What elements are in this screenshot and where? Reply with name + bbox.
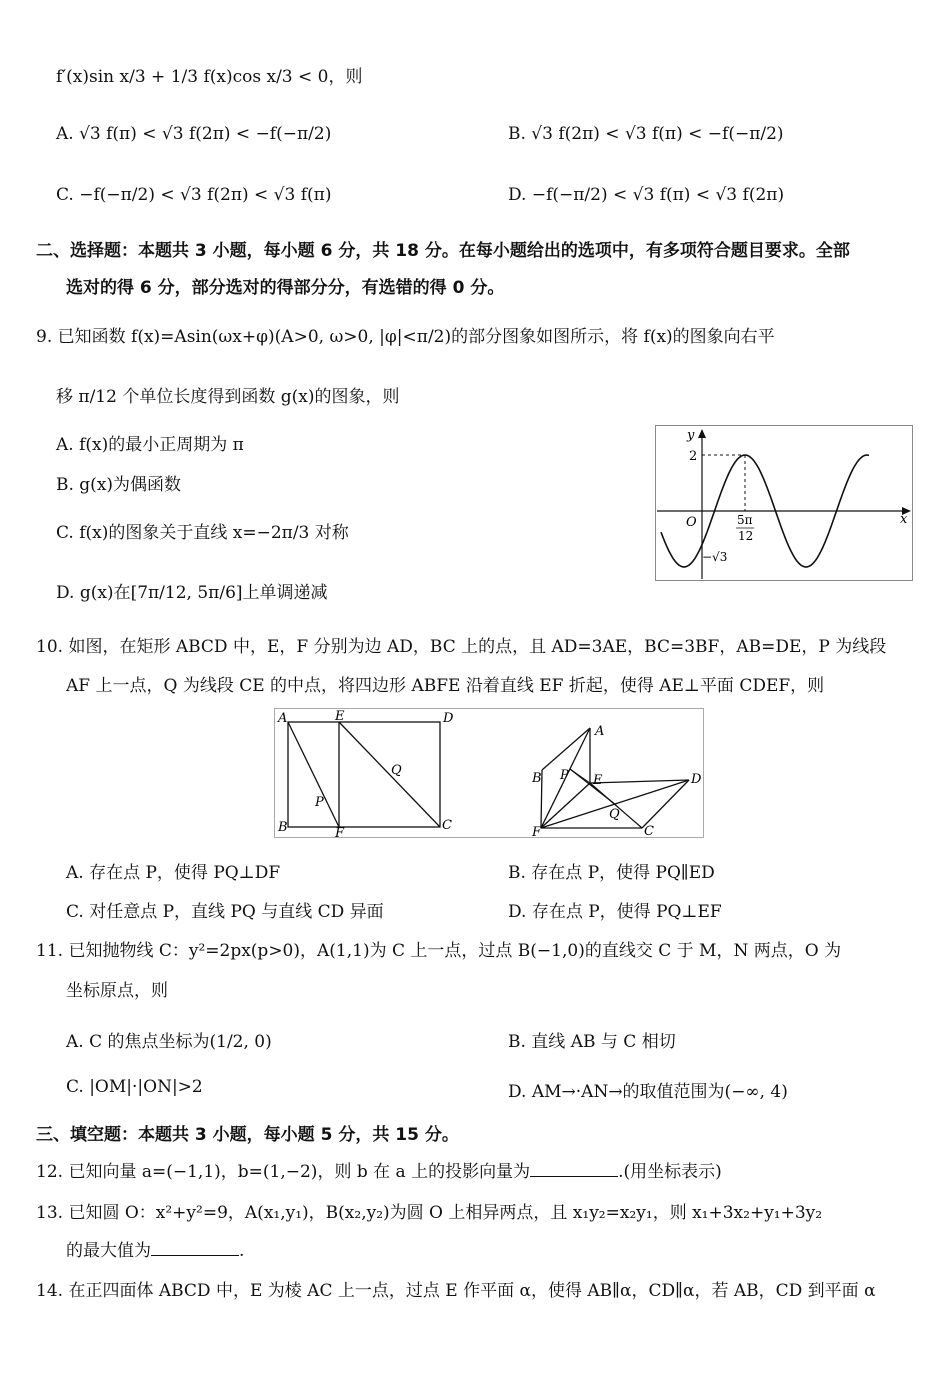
left-label-b: B	[278, 820, 288, 835]
rectangle-abcd	[288, 722, 440, 827]
origin-label: O	[686, 515, 697, 530]
q9-stem-line2: 移 π/12 个单位长度得到函数 g(x)的图象，则	[56, 387, 400, 407]
q12-answer-blank[interactable]	[530, 1162, 618, 1177]
q13-stem-line1: 13. 已知圆 O：x²+y²=9，A(x₁,y₁)，B(x₂,y₂)为圆 O 上相异两点，且 x₁y₂=x₂y₁，则 x₁+3x₂+y₁+3y₂	[36, 1203, 823, 1223]
left-label-q: Q	[391, 763, 402, 778]
segment-ab-folded	[542, 728, 590, 770]
right-label-d: D	[691, 772, 702, 787]
right-label-b: B	[532, 771, 542, 786]
q13-stem-line2	[66, 1236, 244, 1261]
q10-option-d: D. 存在点 P，使得 PQ⊥EF	[508, 902, 722, 922]
q13-answer-blank[interactable]	[151, 1241, 239, 1256]
q12-stem	[36, 1157, 722, 1182]
left-label-p: P	[315, 795, 324, 810]
q8-option-d: D. −f(−π/2) < √3 f(π) < √3 f(2π)	[508, 185, 785, 205]
right-label-p: P	[560, 768, 569, 783]
x-tick-numerator: 5π	[737, 513, 753, 527]
x-tick-denominator: 12	[738, 529, 754, 543]
q12-text-before: 12. 已知向量 a=(−1,1)，b=(1,−2)，则 b 在 a 上的投影向量为	[36, 1162, 531, 1182]
q13-text-after: .	[239, 1241, 245, 1261]
right-label-e: E	[593, 773, 603, 788]
right-label-a: A	[595, 724, 605, 739]
x-axis-label: x	[900, 512, 908, 527]
right-label-c: C	[644, 824, 654, 838]
q10-stem-line1: 10. 如图，在矩形 ABCD 中，E，F 分别为边 AD，BC 上的点，且 AD=3AE，BC=3BF，AB=DE，P 为线段	[36, 637, 887, 657]
q10-option-b: B. 存在点 P，使得 PQ∥ED	[508, 863, 715, 883]
segment-pe-folded	[570, 769, 590, 783]
min-value-label: −√3	[702, 550, 728, 564]
q8-option-b: B. √3 f(2π) < √3 f(π) < −f(−π/2)	[508, 124, 784, 144]
left-label-f: F	[335, 826, 345, 838]
left-label-d: D	[443, 711, 454, 726]
segment-ec	[339, 722, 440, 827]
q9-option-c: C. f(x)的图象关于直线 x=−2π/3 对称	[56, 523, 349, 543]
q9-stem-line1: 9. 已知函数 f(x)=Asin(ωx+φ)(A>0, ω>0, |φ|<π/2)的部分图象如图所示，将 f(x)的图象向右平	[36, 327, 775, 347]
left-label-c: C	[442, 818, 452, 833]
q10-figures	[274, 708, 704, 838]
y-axis-arrow	[698, 429, 706, 438]
q9-option-b: B. g(x)为偶函数	[56, 475, 182, 495]
right-label-f: F	[532, 825, 542, 838]
q11-option-c: C. |OM|·|ON|>2	[66, 1077, 203, 1097]
q10-option-c: C. 对任意点 P，直线 PQ 与直线 CD 异面	[66, 902, 384, 922]
q14-stem-line1: 14. 在正四面体 ABCD 中，E 为棱 AC 上一点，过点 E 作平面 α，使得 AB∥α，CD∥α，若 AB，CD 到平面 α	[36, 1281, 876, 1301]
q13-text-before: 的最大值为	[66, 1241, 151, 1261]
q11-stem-line2: 坐标原点，则	[66, 981, 168, 1001]
q10-stem-line2: AF 上一点，Q 为线段 CE 的中点，将四边形 ABFE 沿着直线 EF 折起，使得 AE⊥平面 CDEF，则	[66, 676, 825, 696]
y-axis-label: y	[687, 428, 695, 443]
q9-option-a: A. f(x)的最小正周期为 π	[56, 435, 244, 455]
section2-heading-line2: 选对的得 6 分，部分选对的得部分分，有选错的得 0 分。	[66, 278, 505, 298]
max-value-label: 2	[689, 449, 698, 464]
segment-ed-folded	[590, 780, 689, 783]
left-label-a: A	[278, 711, 288, 726]
q12-text-after: .(用坐标表示)	[618, 1162, 722, 1182]
q11-option-a: A. C 的焦点坐标为(1/2, 0)	[66, 1032, 272, 1052]
q10-option-a: A. 存在点 P，使得 PQ⊥DF	[66, 863, 281, 883]
q11-stem-line1: 11. 已知抛物线 C：y²=2px(p>0)，A(1,1)为 C 上一点，过点 B(−1,0)的直线交 C 于 M，N 两点，O 为	[36, 941, 842, 961]
section3-heading: 三、填空题：本题共 3 小题，每小题 5 分，共 15 分。	[36, 1125, 459, 1145]
left-label-e: E	[335, 709, 345, 724]
q11-option-b: B. 直线 AB 与 C 相切	[508, 1032, 676, 1052]
section2-heading-line1: 二、选择题：本题共 3 小题，每小题 6 分，共 18 分。在每小题给出的选项中，有多项符合题目要求。全部	[36, 241, 850, 261]
segment-af	[288, 722, 339, 827]
q11-option-d: D. AM→·AN→的取值范围为(−∞, 4)	[508, 1082, 788, 1102]
q9-sine-graph	[655, 425, 913, 581]
q9-option-d: D. g(x)在[7π/12, 5π/6]上单调递减	[56, 583, 328, 603]
right-label-q: Q	[609, 807, 620, 822]
q8-option-a: A. √3 f(π) < √3 f(2π) < −f(−π/2)	[56, 124, 332, 144]
q8-option-c: C. −f(−π/2) < √3 f(2π) < √3 f(π)	[56, 185, 332, 205]
q8-stem: f′(x)sin x/3 + 1/3 f(x)cos x/3 < 0，则	[56, 67, 363, 87]
